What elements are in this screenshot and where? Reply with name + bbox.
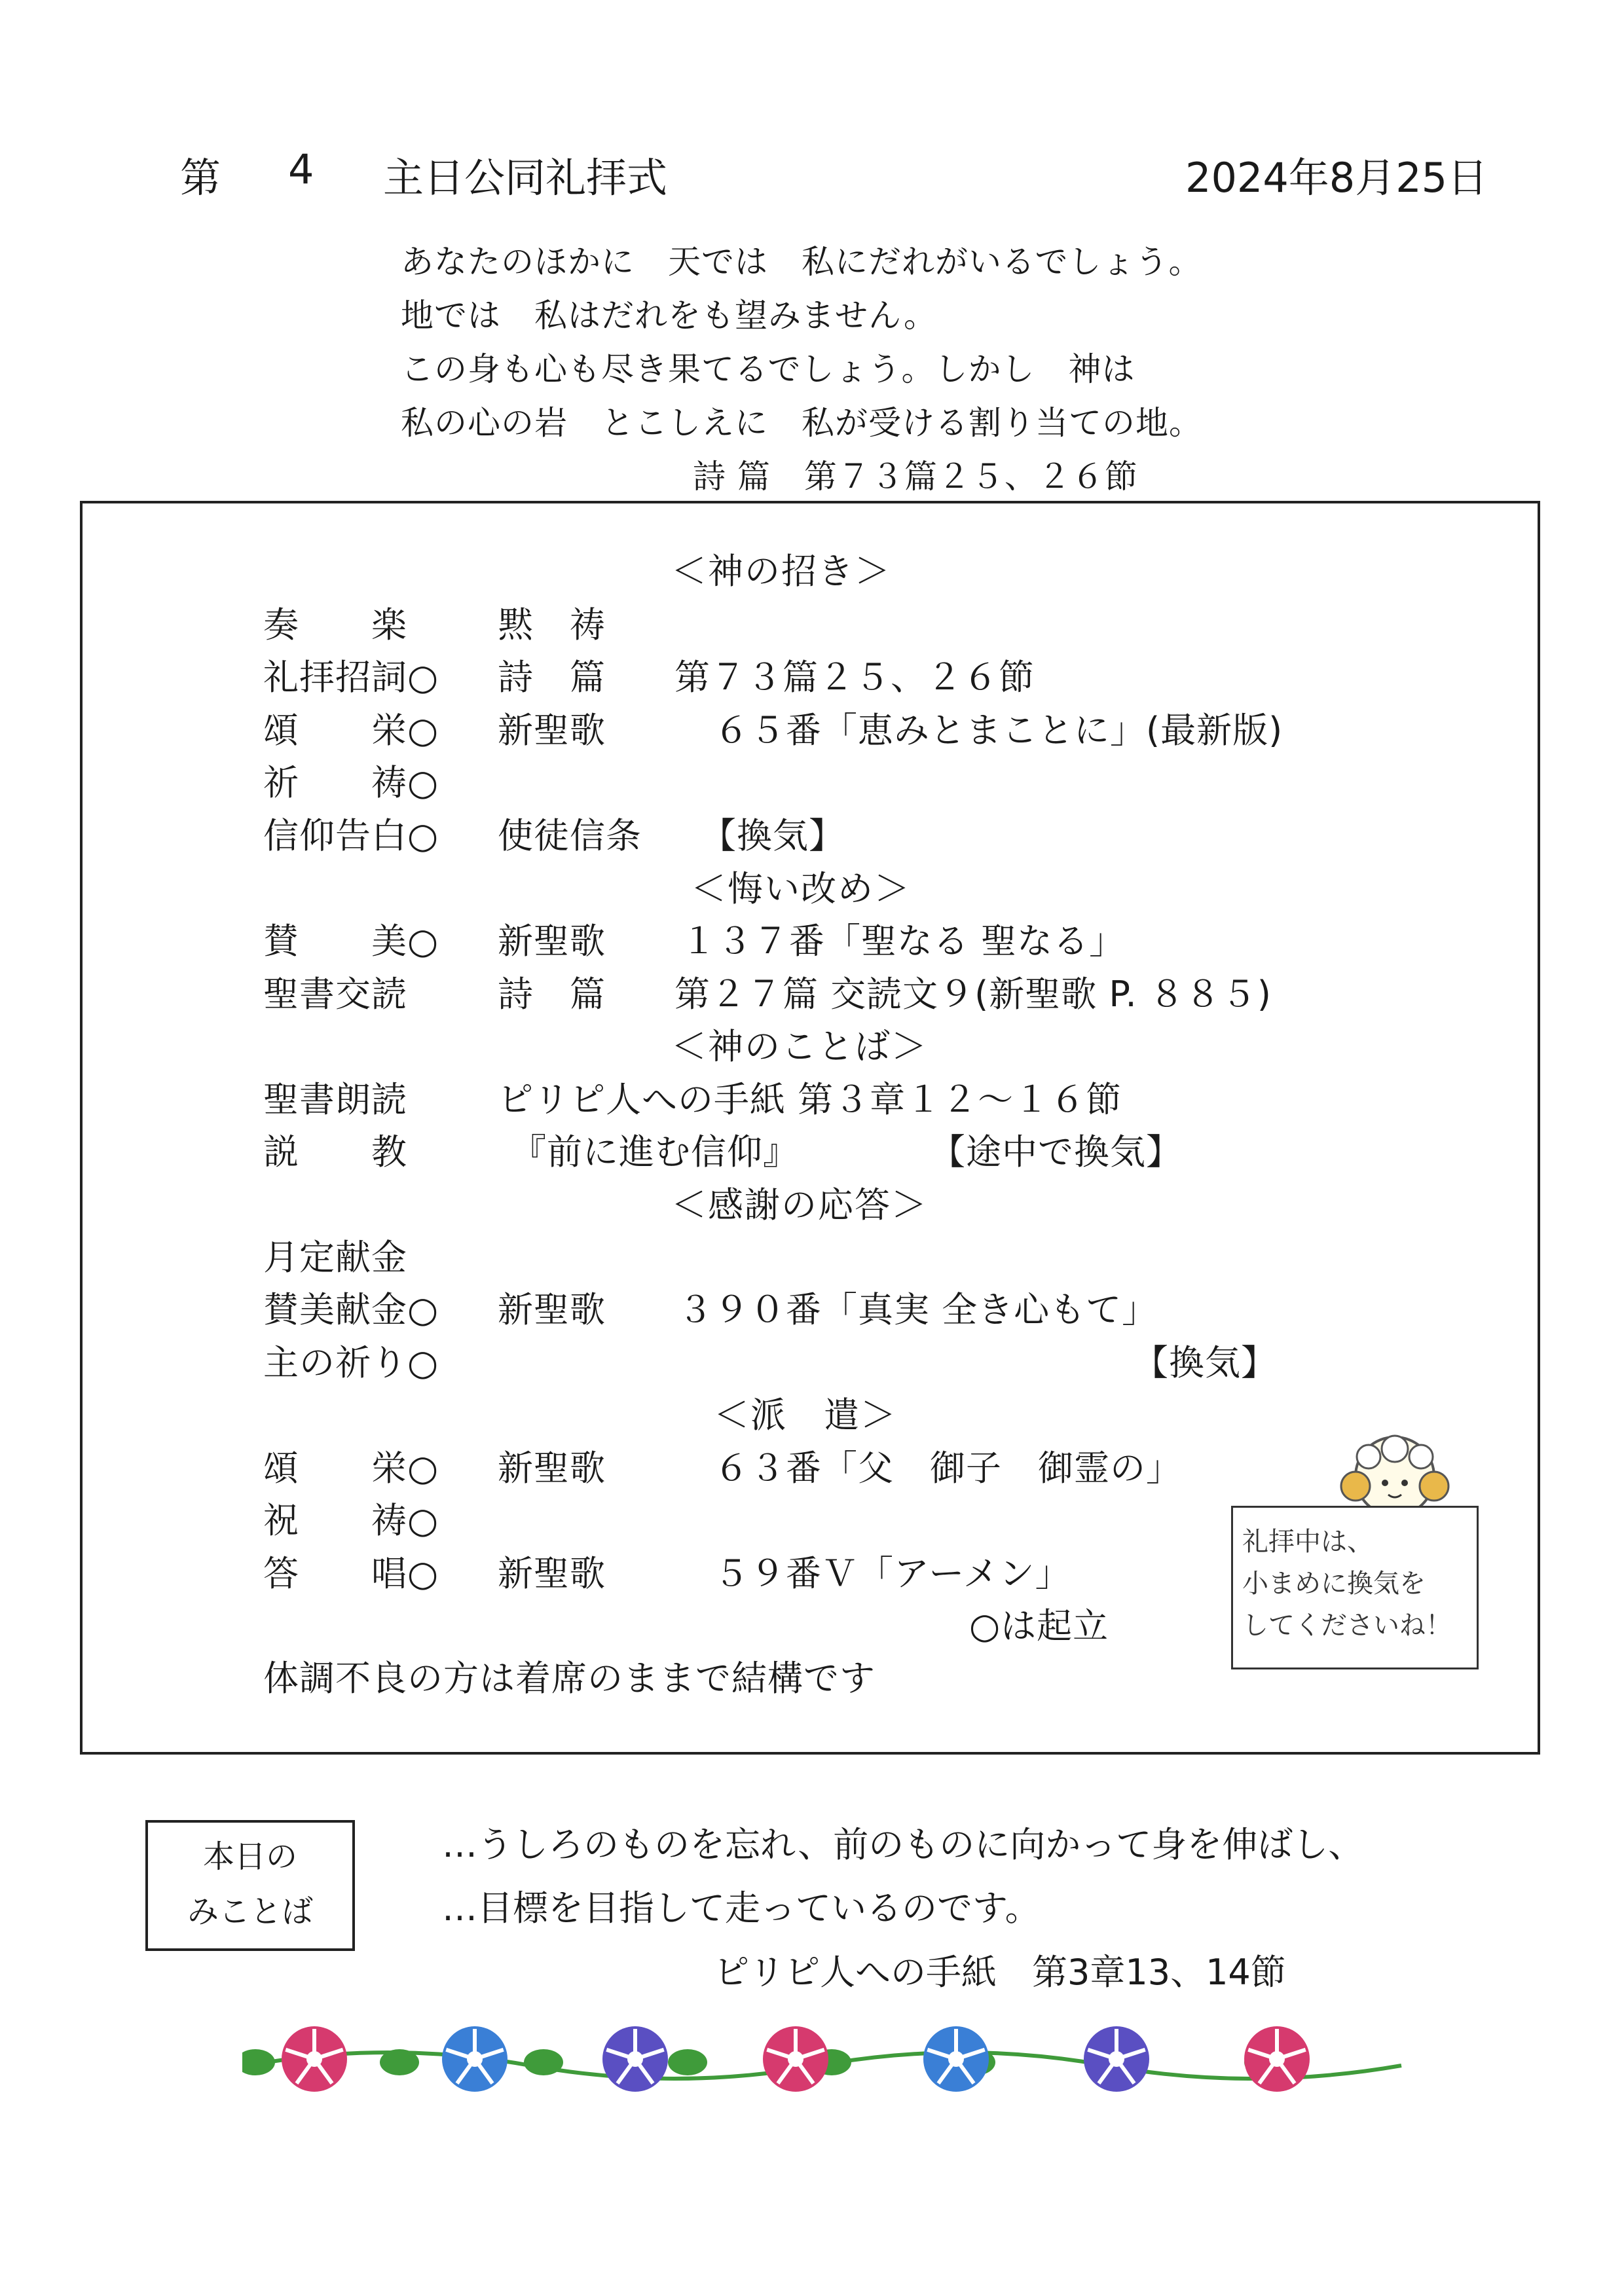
sheep-mascot-icon: [1329, 1430, 1460, 1516]
item-detail: 使徒信条: [498, 815, 642, 856]
item-content: ３９０番「真実 全き心もて」: [678, 1289, 1158, 1330]
item-label: 月定献金: [263, 1237, 407, 1278]
item-label: 祈 祷○: [263, 762, 439, 803]
item-label: 主の祈り○: [263, 1342, 439, 1383]
item-content: 【換気】: [1133, 1342, 1277, 1383]
ventilation-note: [1231, 1506, 1479, 1669]
label-line: みことば: [187, 1893, 313, 1930]
section-heading: ＜派 遣＞: [714, 1394, 897, 1436]
item-content: 【換気】: [701, 815, 845, 856]
item-content: 【途中で換気】: [930, 1131, 1182, 1173]
item-content: ６３番「父 御子 御霊の」: [714, 1448, 1182, 1489]
todays-word-reference: ピリピ人への手紙 第3章13、14節: [714, 1952, 1286, 1993]
note-line: 小まめに換気を: [1242, 1569, 1426, 1599]
item-label: 聖書朗読: [263, 1079, 407, 1120]
item-label: 賛 美○: [263, 920, 439, 962]
item-detail: 新聖歌: [498, 710, 606, 751]
verse-line: 地では 私はだれをも望みません。: [401, 297, 937, 335]
health-note: 体調不良の方は着席のままで結構です: [263, 1658, 876, 1699]
item-content: ６５番「恵みとまことに」(最新版): [714, 710, 1283, 751]
verse-line: あなたのほかに 天では 私にだれがいるでしょう。: [401, 243, 1202, 281]
flower-icon: [1244, 2026, 1310, 2092]
item-label: 礼拝招詞○: [263, 657, 439, 698]
item-label: 賛美献金○: [263, 1289, 439, 1330]
item-label: 聖書交読: [263, 974, 407, 1015]
header-prefix: 第: [180, 154, 221, 202]
leaf-icon: [380, 2049, 419, 2075]
morning-glory-garland-icon: [242, 2013, 1408, 2105]
item-detail: 詩 篇: [498, 974, 606, 1015]
note-line: してくださいね！: [1242, 1611, 1452, 1641]
item-label: 答 唱○: [263, 1553, 439, 1594]
item-detail: ピリピ人への手紙 第３章１２～１６節: [498, 1079, 1122, 1120]
item-label: 説 教: [263, 1131, 407, 1173]
item-content: ５９番Ｖ「アーメン」: [714, 1553, 1071, 1594]
leaf-icon: [242, 2049, 275, 2075]
section-heading: ＜感謝の応答＞: [671, 1184, 928, 1226]
header-number: 4: [288, 145, 314, 193]
item-label: 頌 栄○: [263, 710, 439, 751]
label-line: 本日の: [202, 1838, 297, 1875]
flower-icon: [763, 2026, 828, 2092]
item-label: 奏 楽: [263, 604, 407, 646]
section-heading: ＜神のことば＞: [671, 1026, 928, 1067]
section-heading: ＜神の招き＞: [671, 551, 891, 592]
item-label: 祝 祷○: [263, 1500, 439, 1541]
todays-word-label: [145, 1820, 355, 1951]
item-content: １３７番「聖なる 聖なる」: [681, 920, 1126, 962]
item-detail: 新聖歌: [498, 920, 606, 962]
verse-line: 私の心の岩 とこしえに 私が受ける割り当ての地。: [401, 404, 1202, 442]
leaf-icon: [524, 2049, 563, 2075]
flower-icon: [442, 2026, 507, 2092]
item-detail: 新聖歌: [498, 1553, 606, 1594]
todays-word-line: …目標を目指して走っているのです。: [442, 1887, 1041, 1929]
sermon-title: 『前に進む信仰』: [511, 1131, 799, 1173]
flower-icon: [1084, 2026, 1149, 2092]
verse-reference: 詩 篇 第７３篇２５、２６節: [693, 458, 1138, 496]
todays-word-line: …うしろのものを忘れ、前のものに向かって身を伸ばし、: [442, 1824, 1364, 1865]
flower-icon: [282, 2026, 347, 2092]
item-detail: 詩 篇: [498, 657, 606, 698]
service-title: 主日公同礼拝式: [383, 154, 668, 202]
section-heading: ＜悔い改め＞: [691, 868, 911, 909]
item-label: 頌 栄○: [263, 1448, 439, 1489]
item-detail: 黙 祷: [498, 604, 606, 646]
item-detail: 新聖歌: [498, 1289, 606, 1330]
standing-note: ○は起立: [969, 1605, 1109, 1647]
item-content: 第７３篇２５、２６節: [674, 657, 1035, 698]
flower-icon: [923, 2026, 989, 2092]
service-date: 2024年8月25日: [1185, 154, 1488, 202]
note-line: 礼拝中は、: [1242, 1527, 1373, 1557]
item-label: 信仰告白○: [263, 815, 439, 856]
verse-line: この身も心も尽き果てるでしょう。しかし 神は: [401, 350, 1135, 388]
leaf-icon: [668, 2049, 707, 2075]
item-content: 第２７篇 交読文９(新聖歌 P. ８８５): [674, 974, 1272, 1015]
flower-icon: [602, 2026, 668, 2092]
item-detail: 新聖歌: [498, 1448, 606, 1489]
